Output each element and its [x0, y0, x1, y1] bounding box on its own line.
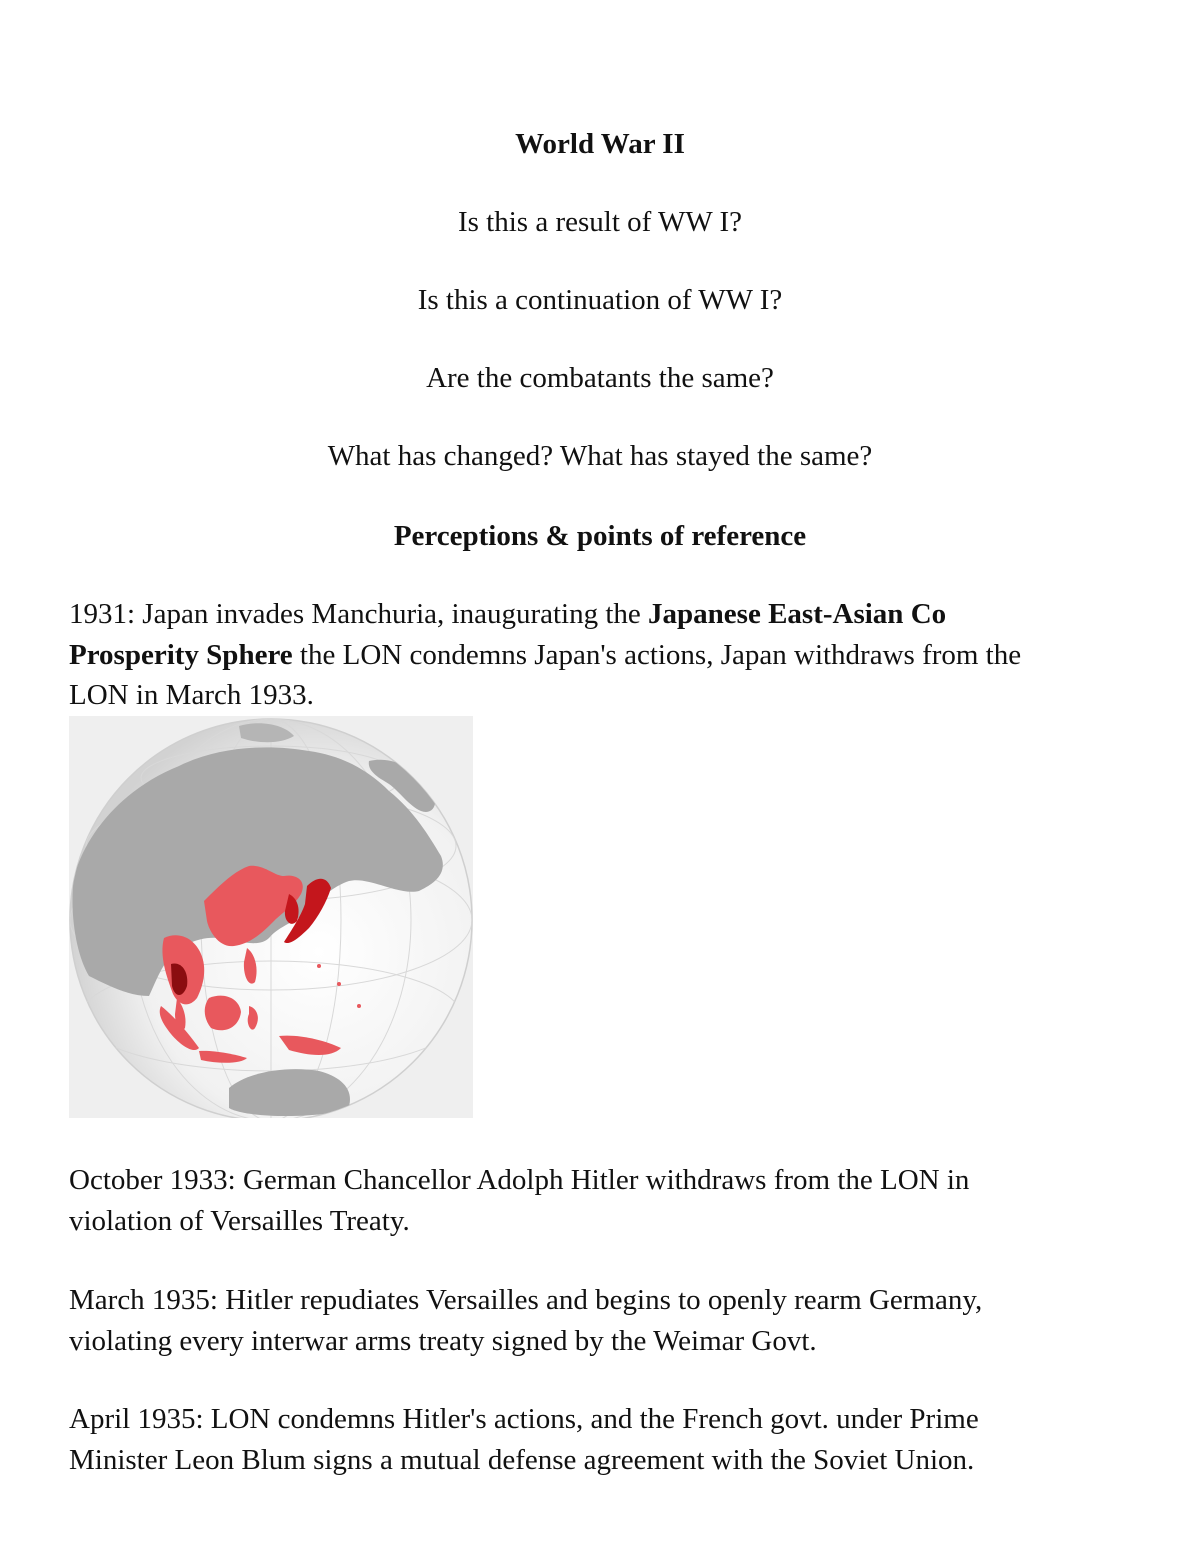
question-2: Is this a continuation of WW I? [417, 284, 783, 316]
entry-1931-bold-term-2: Prosperity Sphere [69, 638, 293, 671]
entry-apr-1935-line-2: Minister Leon Blum signs a mutual defense agreement with the Soviet Union. [69, 1443, 975, 1476]
question-4: What has changed? What has stayed the same? [327, 440, 873, 472]
entry-1931-line-3: LON in March 1933. [69, 679, 314, 711]
entry-mar-1935-line-2: violating every interwar arms treaty signed by the Weimar Govt. [69, 1324, 817, 1357]
entry-1931 [69, 594, 1149, 716]
entry-oct-1933 [69, 1160, 1149, 1241]
page-title: World War II [515, 128, 685, 160]
entry-1931-bold-term-1: Japanese East-Asian Co [648, 598, 947, 630]
entry-mar-1935-line-1: March 1935: Hitler repudiates Versailles and begins to openly rearm Germany, [69, 1284, 983, 1316]
globe-map-image [69, 716, 473, 1118]
entry-1931-prefix: 1931: Japan invades Manchuria, inaugurating the [69, 598, 649, 630]
entry-1931-line-1 [69, 594, 1149, 635]
entry-oct-1933-line-2: violation of Versailles Treaty. [69, 1204, 410, 1237]
entry-mar-1935 [69, 1280, 1149, 1361]
entry-apr-1935-line-1: April 1935: LON condemns Hitler's actions, and the French govt. under Prime [69, 1403, 979, 1435]
globe-icon [69, 716, 473, 1118]
section-heading: Perceptions & points of reference [393, 520, 807, 552]
entry-1931-suffix: the LON condemns Japan's actions, Japan withdraws from the [292, 638, 1022, 671]
entry-1931-line-2 [69, 635, 1149, 676]
entry-apr-1935 [69, 1399, 1149, 1480]
entry-oct-1933-line-1: October 1933: German Chancellor Adolph Hitler withdraws from the LON in [69, 1164, 970, 1196]
question-1: Is this a result of WW I? [457, 206, 743, 238]
question-3: Are the combatants the same? [426, 362, 774, 394]
